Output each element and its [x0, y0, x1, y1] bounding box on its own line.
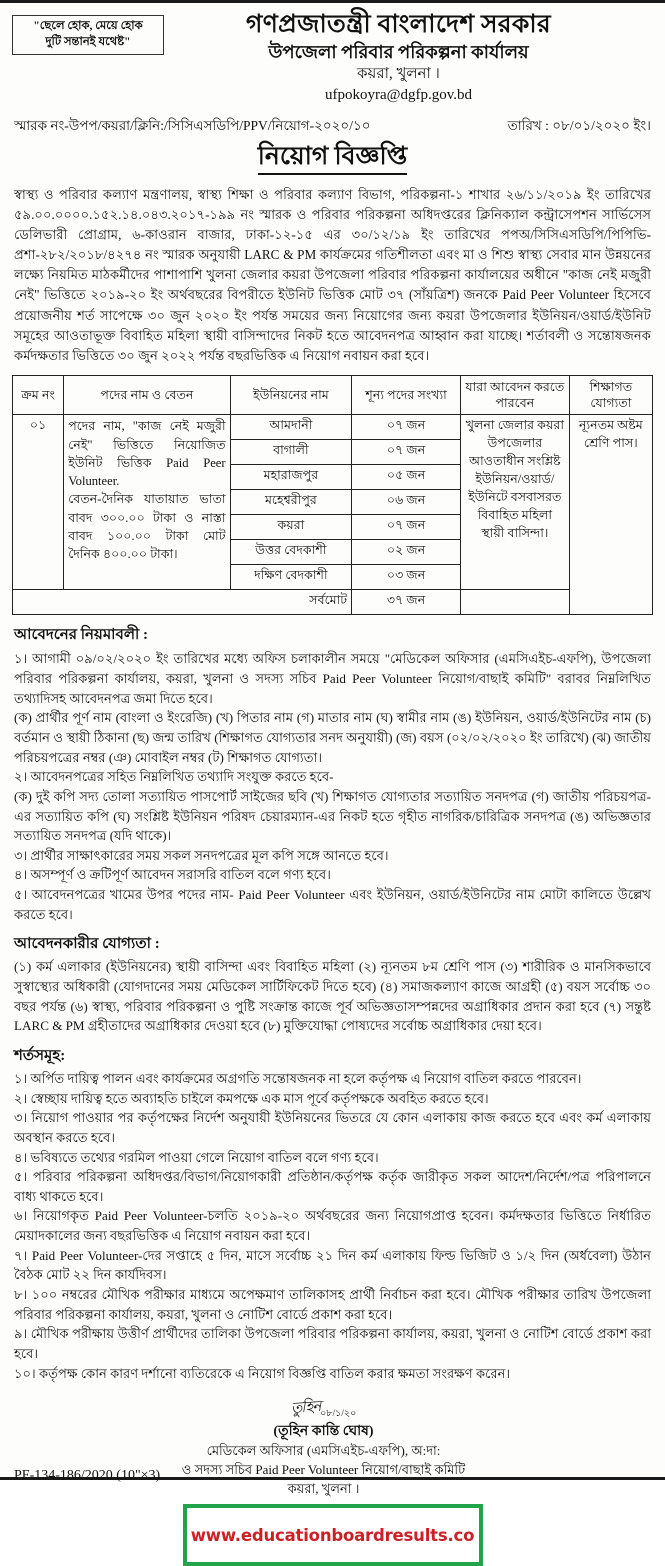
condition-2: ২। স্বেচ্ছায় দায়িত্ব হতে অব্যাহতি চাইলে কমপক্ষে এক মাস পূর্বে কর্তৃপক্ষকে অবহিত করতে হবে। — [14, 1090, 489, 1106]
office-title: উপজেলা পরিবার পরিকল্পনা কার্যালয় — [268, 41, 529, 62]
header-serial: ক্রম নং — [13, 375, 64, 415]
qualification-text: (১) কর্ম এলাকার (ইউনিয়নের) স্থায়ী বাসিন্দা এবং বিবাহিত মহিলা (২) ন্যূনতম ৮ম শ্রেণি পাস (৩) শারীরিক ও মানসিকভাবে সুস্বাস্থ্যের অধিকারী (যোগদানের সময় মেডিকেল সার্টিফিকেট দিতে হবে) (৪) সমাজকল্যাণ কাজে আগ্রহী (৫) বয়স সর্বোচ্চ ৩০ বছর পর্যন্ত (৬) স্বাস্থ্য, পরিবার পরিকল্পনা ও পুষ্টি সংক্রান্ত কাজে পূর্ব অভিজ্ঞতাসম্পন্নদের অগ্রাধিকার প্রদান করা হবে (৭) সন্তুষ্ট LARC & PM গ্রহীতাদের অগ্রাধিকার দেওয়া হবে (৮) মুক্তিযোদ্ধা পোষ্যদের সর্বোচ্চ অগ্রাধিকার দেয়া হবে। — [14, 959, 651, 1034]
cell-union: আমদানী — [230, 415, 352, 440]
signature-date: ০৮/১/২০ — [320, 1408, 357, 1419]
cell-serial: ০১ — [13, 415, 64, 590]
family-planning-slogan-box — [12, 15, 164, 55]
condition-7: ৭। Paid Peer Volunteer-দের সপ্তাহে ৫ দিন, মাসে সর্বোচ্চ ২১ দিন কর্ম এলাকায় ফিল্ড ভিজিট ও ১/২ দিন (অর্ধবেলা) উঠান বৈঠক মোট ২২ দিন কার্যদিবস। — [14, 1247, 651, 1283]
rule-3: ৩। প্রার্থীর সাক্ষাৎকারের সময় সকল সনদপত্রের মূল কপি সঙ্গে আনতে হবে। — [14, 847, 389, 863]
cell-count: ০৭ জন — [352, 515, 461, 540]
watermark-url: www.educationboardresults.co — [190, 1525, 475, 1545]
rule-4: ৪। অসম্পূর্ণ ও ক্রটিপূর্ণ আবেদন সরাসরি বাতিল বলে গণ্য হবে। — [14, 867, 331, 883]
notice-title-wrapper — [12, 142, 653, 175]
header-titles — [144, 11, 653, 105]
rule-2-items: (ক) দুই কপি সদ্য তোলা সত্যায়িত পাসপোর্ট সাইজের ছবি (খ) শিক্ষাগত যোগ্যতার সত্যায়িত সনদপত্র (গ) জাতীয় পরিচয়পত্র-এর সত্যায়িত কপি (ঘ) সংশ্লিষ্ট ইউনিয়ন পরিষদ চেয়ারম্যান-এর নিকট হতে গৃহীত নাগরিক/চারিত্রিক সনদপত্র (ঙ) অভিজ্ঞতার সত্যায়িত সনদপত্র (যদি থাকে)। — [14, 788, 651, 844]
signatory-designation-1: মেডিকেল অফিসার (এমসিএইচ-এফপি), অ:দা: — [206, 1442, 441, 1458]
cell-count: ০২ জন — [352, 540, 461, 565]
office-location: কয়রা, খুলনা । — [357, 66, 440, 83]
cell-total-label: সর্বমোট — [13, 590, 352, 615]
header-union: ইউনিয়নের নাম — [230, 375, 352, 415]
cell-total-blank — [460, 590, 569, 615]
cell-count: ০৩ জন — [352, 565, 461, 590]
cell-union: উত্তর বেদকাশী — [230, 540, 352, 565]
office-email: ufpokoyra@dgfp.gov.bd — [325, 86, 472, 103]
post-salary-text: বেতন-দৈনিক যাতায়াত ভাতা বাবদ ৩০০.০০ টাকা ও নাস্তা বাবদ ১০০.০০ টাকা মোট দৈনিক ৪০০.০০ টাকা। — [68, 492, 226, 562]
cell-union: মহারাজপুর — [230, 465, 352, 490]
rule-1: ১। আগামী ০৯/০২/২০২০ ইং তারিখের মধ্যে অফিস চলাকালীন সময়ে "মেডিকেল অফিসার (এমসিএইচ-এফপি), উপজেলা পরিবার পরিকল্পনা কার্যালয়, কয়রা, খুলনা ও সদস্য সচিব Paid Peer Volunteer নিয়োগ/বাছাই কমিটি" বরাবর নিম্নলিখিত তথ্যাদিসহ আবেদনপত্র জমা দিতে হবে। — [14, 651, 651, 706]
cell-count: ০৬ জন — [352, 490, 461, 515]
cell-total-count: ৩৭ জন — [352, 590, 461, 615]
cell-union: দক্ষিণ বেদকাশী — [230, 565, 352, 590]
condition-6: ৬। নিয়োগকৃত Paid Peer Volunteer-চলতি ২০১৯-২০ অর্থবছরের জন্য নিয়োগপ্রাপ্ত হবেন। কর্মদক্ষতার ভিত্তিতে নির্ধারিত মেয়াদকালের জন্য বছরভিত্তিক এ নিয়োগ নবায়ন করা হবে। — [14, 1208, 651, 1244]
rule-1-items: (ক) প্রার্থীর পূর্ণ নাম (বাংলা ও ইংরেজি) (খ) পিতার নাম (গ) মাতার নাম (ঘ) স্বামীর নাম (ঙ) ইউনিয়ন, ওয়ার্ড/ইউনিটের নাম (চ) বর্তমান ও স্থায়ী ঠিকানা (ছ) জন্ম তারিখ (শিক্ষাগত যোগ্যতার সনদ অনুযায়ী) (জ) বয়স (০২/০২/২০২০ ইং তারিখে) (ঝ) জাতীয় পরিচয়পত্রের নম্বর (ঞ) মোবাইল নম্বর (ট) শিক্ষাগত যোগ্যতা। — [14, 710, 651, 765]
memo-number: স্মারক নং-উপপ/কয়রা/ক্লিনি:/সিসিএসডিপি/PPV/নিয়োগ-২০২০/১০ — [14, 118, 371, 134]
rule-2: ২। আবেদনপত্রের সহিত নিম্নলিখিত তথ্যাদি সংযুক্ত করতে হবে- — [14, 769, 334, 785]
condition-8: ৮। ১০০ নম্বরের মৌখিক পরীক্ষার মাধ্যমে অপেক্ষমাণ তালিকাসহ প্রার্থী নির্বাচন করা হবে। মৌখিক পরীক্ষার তারিখ উপজেলা পরিবার পরিকল্পনা কার্যালয়, কয়রা, খুলনা ও নোটিশ বোর্ডে প্রকাশ করা হবে। — [14, 1287, 651, 1322]
post-name-text: পদের নাম, "কাজ নেই মজুরী নেই" ভিত্তিতে নিয়োজিত ইউনিট ভিত্তিক Paid Peer Volunteer. — [68, 419, 226, 489]
conditions-heading: শর্তসমূহ: — [14, 1047, 66, 1064]
condition-4: ৪। ভবিষ্যতে তথ্যের গরমিল পাওয়া গেলে নিয়োগ বাতিল বলে গণ্য হবে। — [14, 1149, 379, 1165]
government-title: গণপ্রজাতন্ত্রী বাংলাদেশ সরকার — [246, 11, 551, 38]
header-vacancies: শূন্য পদের সংখ্যা — [352, 375, 461, 415]
slogan-line-2: দুটি সন্তানই যথেষ্ট" — [45, 35, 131, 48]
cell-union: কয়রা — [230, 515, 352, 540]
cell-count: ০৫ জন — [352, 465, 461, 490]
condition-10: ১০। কর্তৃপক্ষ কোন কারণ দর্শানো ব্যতিরেকে এ নিয়োগ বিজ্ঞপ্তি বাতিল করার ক্ষমতা সংরক্ষণ করেন। — [14, 1365, 511, 1381]
page-title: নিয়োগ বিজ্ঞপ্তি — [258, 142, 407, 175]
condition-9: ৯। মৌখিক পরীক্ষায় উত্তীর্ণ প্রার্থীদের তালিকা উপজেলা পরিবার পরিকল্পনা কার্যালয়, কয়রা, খুলনা ও নোটিশ বোর্ডে প্রকাশ করা হবে। — [14, 1326, 651, 1361]
table-row — [13, 415, 653, 440]
condition-5: ৫। পরিবার পরিকল্পনা অধিদপ্তর/বিভাগ/নিয়োগকারী প্রতিষ্ঠান/কর্তৃপক্ষ কর্তৃক জারীকৃত সকল আদেশ/নির্দেশ/পত্র পরিপালনে বাধ্য থাকতে হবে। — [14, 1169, 651, 1204]
intro-paragraph: স্বাস্থ্য ও পরিবার কল্যাণ মন্ত্রণালয়, স্বাস্থ্য শিক্ষা ও পরিবার কল্যাণ বিভাগ, পরিকল্পনা-১ শাখার ২৬/১১/২০১৯ ইং তারিখের ৫৯.০০.০০০০.১৫২.১৪.০৪৩.২০১৭-১৯৯ নং স্মারক ও পরিবার পরিকল্পনা অধিদপ্তরের ক্লিনিক্যাল কন্ট্রাসেপশন সার্ভিসেস ডেলিভারী প্রোগ্রাম, ৬-কাওরান বাজার, ঢাকা-১২-১৫ এর ৩০/১২/১৯ ইং তারিখের পপঅ/সিসিএসডিপি/পিপিভি-প্রশা-২৮২/২০১৮/৪২৭৪ নং স্মারক অনুযায়ী LARC & PM কার্যক্রমের গতিশীলতা এবং মা ও শিশু স্বাস্থ্য সেবার মান উন্নয়নের লক্ষ্যে নিয়মিত মাঠকর্মীদের পাশাপাশি খুলনা জেলার কয়রা উপজেলা পরিবার পরিকল্পনা কার্যালয়ের অধীনে "কাজ নেই মজুরী নেই" ভিত্তিতে ২০১৯-২০ ইং অর্থবছরের বিপরীতে ইউনিট ভিত্তিক মোট ৩৭ (সাঁয়ত্রিশ) জনকে Paid Peer Volunteer হিসেবে প্রয়োজনীয় শর্ত সাপেক্ষে ৩০ জুন ২০২০ ইং পর্যন্ত সময়ের জন্য নিয়োগের জন্য কয়রা উপজেলার ইউনিয়ন/ওয়ার্ড/ইউনিট সমূহের আওতাভূক্ত বিবাহিত মহিলা স্থায়ী বাসিন্দাদের নিকট হতে আবেদনপত্র আহ্বান করা যাচ্ছে। শর্তাবলী ও সন্তোষজনক কর্মদক্ষতার ভিত্তিতে ৩০ জুন ২০২২ পর্যন্ত বছরভিত্তিক এ নিয়োগ নবায়ন করা হবে। — [14, 187, 651, 363]
table-header-row — [13, 375, 653, 415]
rules-heading: আবেদনের নিয়মাবলী : — [14, 627, 149, 644]
qualification-heading: আবেদনকারীর যোগ্যতা : — [14, 936, 160, 953]
cell-union: মহেশ্বরীপুর — [230, 490, 352, 515]
condition-3: ৩। নিয়োগ পাওয়ার পর কর্তৃপক্ষের নির্দেশ অনুযায়ী ইউনিয়নের ভিতরে যে কোন এলাকায় কাজ করতে হবে এবং কর্ম এলাকায় অবস্থান করতে হবে। — [14, 1110, 651, 1145]
watermark-wrapper — [12, 1504, 653, 1566]
memo-row — [12, 115, 653, 138]
header-education: শিক্ষাগত যোগ্যতা — [569, 375, 652, 415]
watermark-box — [183, 1504, 483, 1566]
rule-5: ৫। আবেদনপত্রের খামের উপর পদের নাম- Paid Peer Volunteer এবং ইউনিয়ন, ওয়ার্ড/ইউনিটের নাম মোটা কালিতে উল্লেখ করতে হবে। — [14, 887, 651, 922]
signatory-name: (তূহিন কান্তি ঘোষ) — [273, 1423, 374, 1439]
table-total-row — [13, 590, 653, 615]
cell-union: বাগালী — [230, 440, 352, 465]
pf-code: PF-134-186/2020 (10"×3) — [14, 1468, 161, 1484]
header-eligible: যারা আবেদন করতে পারবেন — [460, 375, 569, 415]
cell-post-name — [64, 415, 230, 590]
header-post-name: পদের নাম ও বেতন — [64, 375, 230, 415]
condition-1: ১। অর্পিত দায়িত্ব পালন এবং কার্যক্রমের অগ্রগতি সন্তোষজনক না হলে কর্তৃপক্ষ এ নিয়োগ বাতিল করতে পারবেন। — [14, 1070, 582, 1086]
document-header — [12, 3, 653, 105]
slogan-line-1: "ছেলে হোক, মেয়ে হোক — [33, 20, 143, 32]
vacancy-table — [12, 375, 653, 616]
signatory-location: কয়রা, খুলনা । — [287, 1480, 360, 1496]
signatory-designation-2: ও সদস্য সচিব Paid Peer Volunteer নিয়োগ/বাছাই কমিটি — [181, 1461, 466, 1477]
cell-count: ০৭ জন — [352, 440, 461, 465]
cell-count: ০৭ জন — [352, 415, 461, 440]
signature-scribble: তুহিন — [290, 1397, 321, 1418]
cell-eligibility: খুলনা জেলার কয়রা উপজেলার আওতাধীন সংশ্লিষ্ট ইউনিয়ন/ওয়ার্ড/ইউনিটে বসবাসরত বিবাহিত মহিলা স্থায়ী বাসিন্দা। — [460, 415, 569, 590]
memo-date: তারিখ : ০৮/০১/২০২০ ইং। — [507, 118, 651, 134]
signature-handwriting-row — [12, 1397, 635, 1421]
cell-education: ন্যূনতম অষ্টম শ্রেণি পাস। — [569, 415, 652, 615]
